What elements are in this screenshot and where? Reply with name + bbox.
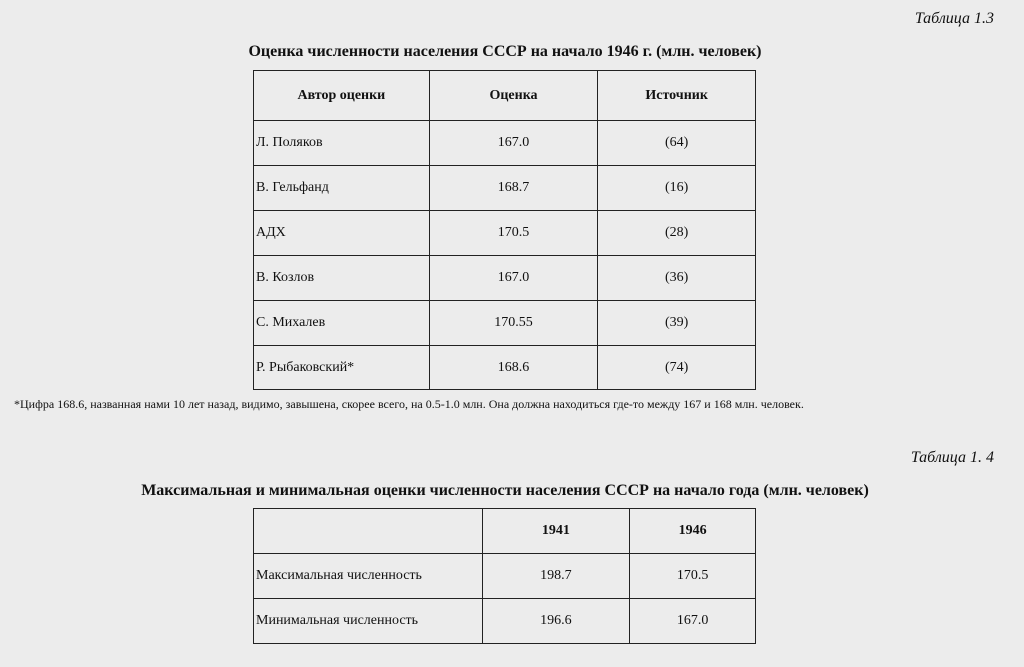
table-cell-estimate: 170.5 bbox=[429, 211, 598, 256]
table1-footnote: *Цифра 168.6, названная нами 10 лет назад, видимо, завышена, скорее всего, на 0.5-1.0 млн. Она должна находиться где-то между 167 и 168 млн. человек. bbox=[14, 397, 804, 411]
table2 bbox=[253, 508, 756, 644]
table2-header-1946: 1946 bbox=[630, 509, 756, 554]
table-row bbox=[254, 301, 756, 346]
table-row bbox=[254, 166, 756, 211]
table1-header-estimate: Оценка bbox=[429, 71, 598, 121]
table-cell-1946: 170.5 bbox=[630, 554, 756, 599]
table-cell-source: (36) bbox=[598, 256, 756, 301]
table2-title: Максимальная и минимальная оценки численности населения СССР на начало года (млн. человек) bbox=[141, 482, 869, 499]
table-cell-1946: 167.0 bbox=[630, 599, 756, 644]
table-row bbox=[254, 256, 756, 301]
table-cell-label: Максимальная численность bbox=[254, 554, 483, 599]
table-cell-source: (28) bbox=[598, 211, 756, 256]
table-cell-author: Л. Поляков bbox=[254, 121, 430, 166]
table2-header-row bbox=[254, 509, 756, 554]
table-row bbox=[254, 121, 756, 166]
table-cell-source: (64) bbox=[598, 121, 756, 166]
table1-title: Оценка численности населения СССР на начало 1946 г. (млн. человек) bbox=[248, 43, 762, 60]
table-cell-author: Р. Рыбаковский* bbox=[254, 346, 430, 390]
table-cell-estimate: 170.55 bbox=[429, 301, 598, 346]
table2-header-blank bbox=[254, 509, 483, 554]
table-row bbox=[254, 599, 756, 644]
table-cell-source: (16) bbox=[598, 166, 756, 211]
table-cell-author: С. Михалев bbox=[254, 301, 430, 346]
table-row bbox=[254, 554, 756, 599]
table2-header-1941: 1941 bbox=[482, 509, 630, 554]
table-row bbox=[254, 346, 756, 390]
table1-header-source: Источник bbox=[598, 71, 756, 121]
table-cell-estimate: 167.0 bbox=[429, 121, 598, 166]
table-cell-label: Минимальная численность bbox=[254, 599, 483, 644]
table-cell-author: АДХ bbox=[254, 211, 430, 256]
table-cell-author: В. Гельфанд bbox=[254, 166, 430, 211]
table1-label: Таблица 1.3 bbox=[914, 10, 994, 27]
table-cell-estimate: 168.7 bbox=[429, 166, 598, 211]
table-cell-1941: 196.6 bbox=[482, 599, 630, 644]
table-cell-estimate: 168.6 bbox=[429, 346, 598, 390]
table2-label: Таблица 1. 4 bbox=[910, 449, 994, 466]
table-cell-source: (74) bbox=[598, 346, 756, 390]
table-cell-author: В. Козлов bbox=[254, 256, 430, 301]
table1-header-row bbox=[254, 71, 756, 121]
table-cell-estimate: 167.0 bbox=[429, 256, 598, 301]
table1-header-author: Автор оценки bbox=[254, 71, 430, 121]
table-cell-1941: 198.7 bbox=[482, 554, 630, 599]
table-row bbox=[254, 211, 756, 256]
table1 bbox=[253, 70, 756, 390]
table-cell-source: (39) bbox=[598, 301, 756, 346]
